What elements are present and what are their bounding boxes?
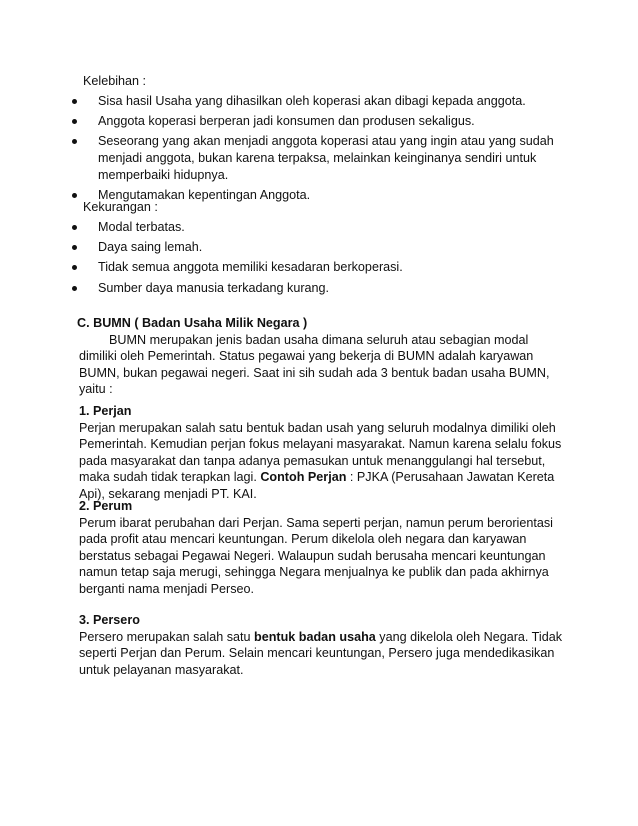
perjan-section <box>79 403 569 503</box>
kelebihan-item-3: Seseorang yang akan menjadi anggota koperasi atau yang ingin atau yang sudah menjadi anggota, bukan karena terpaksa, melainkan keinginanya sendiri untuk memperbaiki hidupnya. <box>69 133 569 183</box>
perjan-paragraph <box>79 420 569 503</box>
kelebihan-item-4: Mengutamakan kepentingan Anggota. <box>69 187 569 204</box>
kekurangan-item-4: Sumber daya manusia terkadang kurang. <box>69 280 569 297</box>
persero-body-start: Persero merupakan salah satu <box>79 629 255 644</box>
kekurangan-item-2: Daya saing lemah. <box>69 239 569 256</box>
perum-heading: 2. Perum <box>79 499 133 513</box>
persero-bold-phrase: bentuk badan usaha <box>254 629 376 644</box>
kekurangan-item-3: Tidak semua anggota memiliki kesadaran berkoperasi. <box>69 259 569 276</box>
persero-heading: 3. Persero <box>79 613 140 627</box>
bumn-section <box>79 315 569 398</box>
perum-paragraph: Perum ibarat perubahan dari Perjan. Sama seperti perjan, namun perum berorientasi pada profit atau mencari keuntungan. Perum dikelola oleh negara dan karyawan berstatus sebagai Pegawai Negeri. Walaupun sudah berusaha mencari keuntungan namun tetap saja merugi, sehingga Negara menjualnya ke publik dan pada akhirnya berganti nama menjadi Perseo. <box>79 515 553 596</box>
persero-section <box>79 612 569 678</box>
bumn-heading: C. BUMN ( Badan Usaha Milik Negara ) <box>77 316 308 330</box>
bumn-intro-paragraph: BUMN merupakan jenis badan usaha dimana seluruh atau sebagian modal dimiliki oleh Pemerintah. Status pegawai yang bekerja di BUMN adalah karyawan BUMN, bukan pegawai negeri. Saat ini sih sudah ada 3 bentuk badan usaha BUMN, yaitu : <box>79 332 550 397</box>
kekurangan-item-1: Modal terbatas. <box>69 219 569 236</box>
kelebihan-item-2: Anggota koperasi berperan jadi konsumen dan produsen sekaligus. <box>69 113 569 130</box>
perjan-body: Perjan merupakan salah satu bentuk badan usah yang seluruh modalnya dimiliki oleh Pemerintah. Kemudian perjan fokus melayani masyarakat. Namun karena selalu fokus pada masyarakat dan tanpa adanya pemasukan untuk menanggulangi hal tersebut, maka sudah tidak terapkan lagi. <box>79 420 562 485</box>
persero-body-end: yang dikelola oleh Negara. Tidak seperti Perjan dan Perum. Selain mencari keuntungan, Persero juga mendedikasikan untuk pelayanan masyarakat. <box>79 629 563 677</box>
perjan-example-text: : PJKA (Perusahaan Jawatan Kereta Api), sekarang menjadi PT. KAI. <box>79 470 555 501</box>
perum-section <box>79 498 569 598</box>
perjan-heading: 1. Perjan <box>79 404 132 418</box>
kelebihan-item-1: Sisa hasil Usaha yang dihasilkan oleh koperasi akan dibagi kepada anggota. <box>69 93 569 110</box>
kekurangan-label: Kekurangan : <box>83 200 158 214</box>
kekurangan-list <box>69 219 569 300</box>
persero-paragraph <box>79 629 569 679</box>
kelebihan-list <box>69 93 569 207</box>
kelebihan-label: Kelebihan : <box>83 74 147 88</box>
perjan-example-label: Contoh Perjan <box>260 470 347 485</box>
